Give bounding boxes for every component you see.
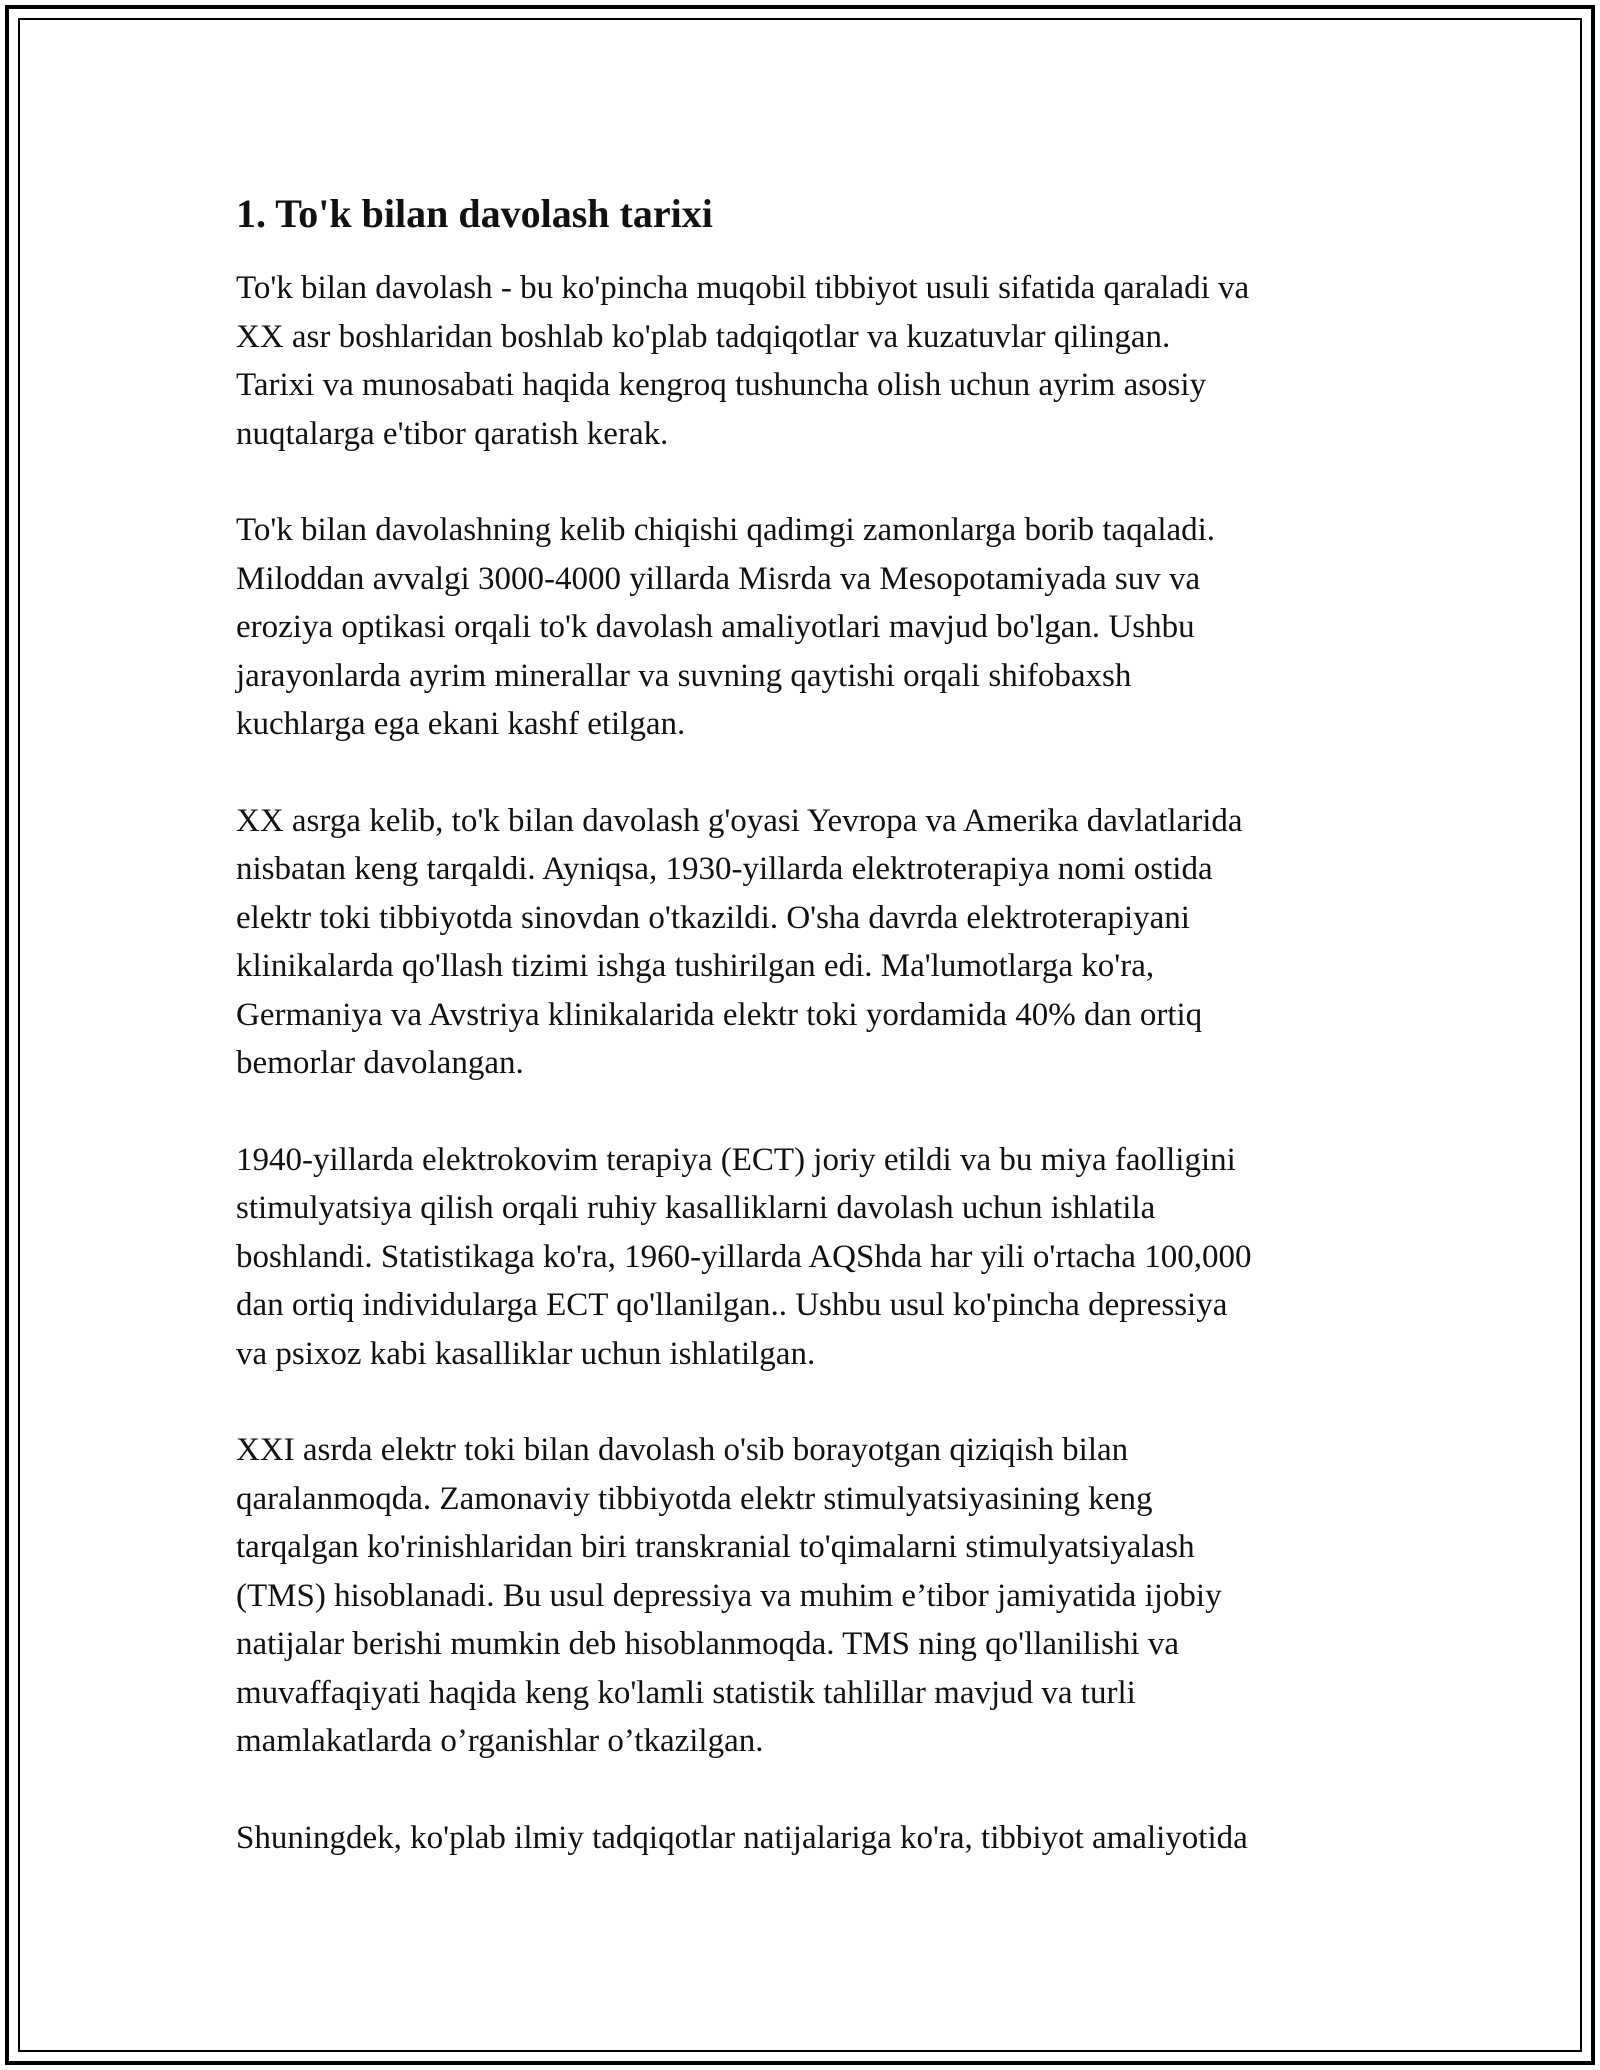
paragraph-line: va psixoz kabi kasalliklar uchun ishlatilgan. [236,1335,816,1372]
paragraph-line: boshlandi. Statistikaga ko'ra, 1960-yillarda AQShda har yili o'rtacha 100,000 [236,1238,1252,1275]
paragraph-line: Tarixi va munosabati haqida kengroq tushuncha olish uchun ayrim asosiy [236,367,1207,403]
paragraph-line: elektr toki tibbiyotda sinovdan o'tkazildi. O'sha davrda elektroterapiyani [236,899,1190,936]
paragraph-line: Shuningdek, ko'plab ilmiy tadqiqotlar natijalariga ko'ra, tibbiyot amaliyotida [236,1819,1248,1856]
paragraph-line: Germaniya va Avstriya klinikalarida elektr toki yordamida 40% dan ortiq [236,996,1203,1033]
paragraph-line: XX asrga kelib, to'k bilan davolash g'oyasi Yevropa va Amerika davlatlarida [236,802,1243,839]
paragraph-line: 1940-yillarda elektrokovim terapiya (ECT) joriy etildi va bu miya faolligini [236,1141,1236,1178]
paragraph-line: stimulyatsiya qilish orqali ruhiy kasalliklarni davolash uchun ishlatila [236,1190,1156,1226]
paragraph-research [236,1814,1386,1863]
paragraph-20th-century [236,797,1386,1088]
paragraph-line: mamlakatlarda o’rganishlar o’tkazilgan. [236,1723,764,1759]
paragraph-line: XX asr boshlaridan boshlab ko'plab tadqiqotlar va kuzatuvlar qilingan. [236,318,1171,355]
paragraph-line: jarayonlarda ayrim minerallar va suvning qaytishi orqali shifobaxsh [236,657,1132,694]
paragraph-line: natijalar berishi mumkin deb hisoblanmoqda. TMS ning qo'llanilishi va [236,1626,1179,1662]
paragraph-ect [236,1136,1386,1379]
paragraph-line: XXI asrda elektr toki bilan davolash o'sib borayotgan qiziqish bilan [236,1432,1129,1468]
section-title: 1. To'k bilan davolash tarixi [236,191,713,236]
paragraph-line: bemorlar davolangan. [236,1045,524,1081]
paragraph-line: nisbatan keng tarqaldi. Ayniqsa, 1930-yillarda elektroterapiya nomi ostida [236,851,1213,887]
paragraph-line: nuqtalarga e'tibor qaratish kerak. [236,415,669,452]
paragraph-line: kuchlarga ega ekani kashf etilgan. [236,706,686,742]
document-body [236,188,1386,1910]
paragraph-line: tarqalgan ko'rinishlaridan biri transkranial to'qimalarni stimulyatsiyalash [236,1529,1195,1565]
paragraph-line: To'k bilan davolash - bu ko'pincha muqobil tibbiyot usuli sifatida qaraladi va [236,270,1250,306]
paragraph-intro [236,264,1386,458]
paragraph-line: klinikalarda qo'llash tizimi ishga tushirilgan edi. Ma'lumotlarga ko'ra, [236,948,1155,984]
paragraph-line: dan ortiq individularga ECT qo'llanilgan.. Ushbu usul ko'pincha depressiya [236,1287,1228,1323]
paragraph-line: qaralanmoqda. Zamonaviy tibbiyotda elektr stimulyatsiyasining keng [236,1480,1153,1517]
paragraph-line: eroziya optikasi orqali to'k davolash amaliyotlari mavjud bo'lgan. Ushbu [236,609,1195,645]
paragraph-line: Miloddan avvalgi 3000-4000 yillarda Misrda va Mesopotamiyada suv va [236,560,1201,597]
paragraph-21st-century [236,1426,1386,1766]
paragraph-line: muvaffaqiyati haqida keng ko'lamli statistik tahlillar mavjud va turli [236,1674,1136,1711]
paragraph-line: To'k bilan davolashning kelib chiqishi qadimgi zamonlarga borib taqaladi. [236,512,1216,548]
paragraph-line: (TMS) hisoblanadi. Bu usul depressiya va muhim e’tibor jamiyatida ijobiy [236,1577,1222,1614]
paragraph-ancient-origins [236,506,1386,749]
